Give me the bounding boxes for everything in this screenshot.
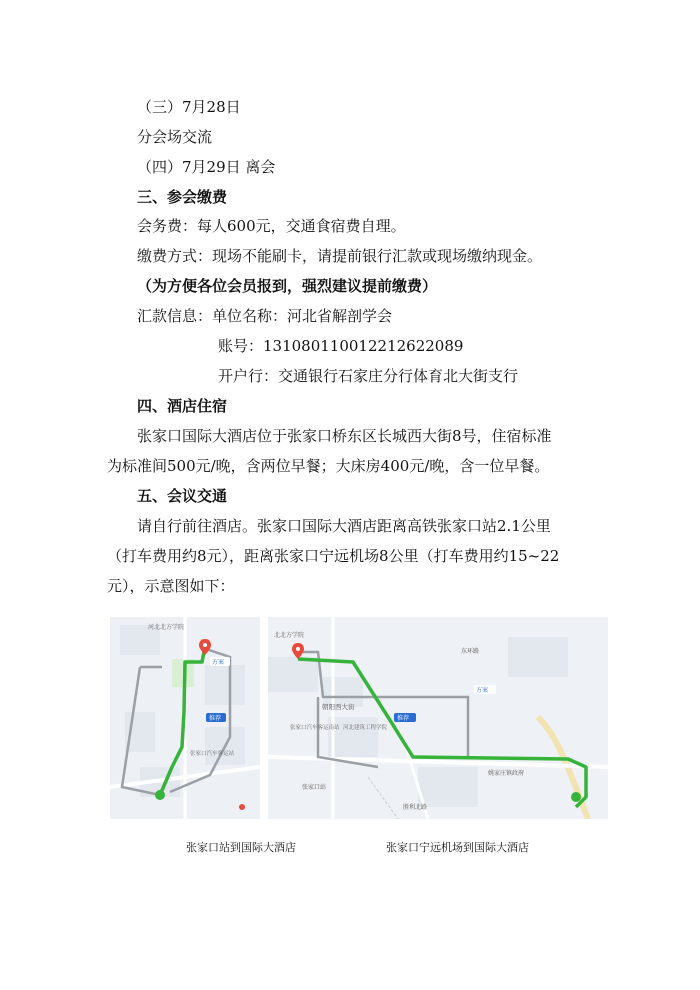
map2-label-recommend: 推荐 (397, 715, 410, 722)
caption-airport-map: 张家口宁远机场到国际大酒店 (386, 841, 529, 854)
schedule-day3: （三）7月28日 (137, 98, 241, 116)
map1-label-college: 河北北方学院 (148, 624, 185, 631)
map-station-svg (110, 617, 260, 819)
map2-label-university: 河北建筑工程学院 (343, 725, 388, 731)
map1-label-recommend: 推荐 (209, 715, 222, 722)
map2-label-college: 北北方学院 (274, 632, 305, 639)
map2-label-south-station: 张家口汽车客运南站 (290, 725, 340, 731)
payment-note: （为方便各位会员报到，强烈建议提前缴费） (137, 277, 438, 295)
poi-icon (239, 804, 245, 810)
map2-label-north-road: 胜利北路 (403, 804, 428, 811)
fee-amount: 会务费：每人600元，交通食宿费自理。 (137, 217, 406, 235)
map1-label-busstation: 张家口汽车客运站 (190, 751, 235, 757)
map-airport-svg (268, 617, 608, 819)
map2-label-eastring: 东环路 (461, 648, 480, 655)
heading-fees: 三、参会缴费 (137, 188, 228, 206)
map-station-to-hotel (110, 617, 260, 819)
map2-label-plan: 方案 (476, 687, 489, 694)
hotel-desc-1: 张家口国际大酒店位于张家口桥东区长城西大街8号，住宿标准 (137, 427, 552, 445)
map2-label-road: 朝阳西大街 (322, 703, 355, 711)
map-airport-to-hotel (268, 617, 608, 819)
transport-desc-3: 元），示意图如下： (107, 577, 235, 595)
airport-start-icon (571, 792, 581, 802)
heading-transport: 五、会议交通 (137, 487, 228, 505)
remit-account: 账号：131080110012212622089 (218, 337, 464, 355)
caption-station-map: 张家口站到国际大酒店 (186, 841, 296, 854)
map2-label-town: 姚家庄镇政府 (488, 770, 525, 777)
map2-label-station: 张家口站 (302, 784, 327, 791)
remit-bank: 开户行：交通银行石家庄分行体育北大街支行 (218, 367, 519, 385)
schedule-day3-desc: 分会场交流 (137, 128, 213, 146)
payment-method: 缴费方式：现场不能刷卡，请提前银行汇款或现场缴纳现金。 (137, 247, 543, 265)
schedule-day4: （四）7月29日 离会 (137, 158, 276, 176)
transport-desc-1: 请自行前往酒店。张家口国际大酒店距离高铁张家口站2.1公里 (137, 517, 551, 535)
start-point-icon (155, 790, 165, 800)
map1-label-plan: 方案 (212, 659, 225, 666)
transport-desc-2: （打车费用约8元），距离张家口宁远机场8公里（打车费用约15~22 (107, 547, 560, 565)
hotel-desc-2: 为标准间500元/晚，含两位早餐；大床房400元/晚，含一位早餐。 (107, 457, 550, 475)
remit-unit: 汇款信息：单位名称：河北省解剖学会 (137, 307, 393, 325)
heading-hotel: 四、酒店住宿 (137, 397, 228, 415)
